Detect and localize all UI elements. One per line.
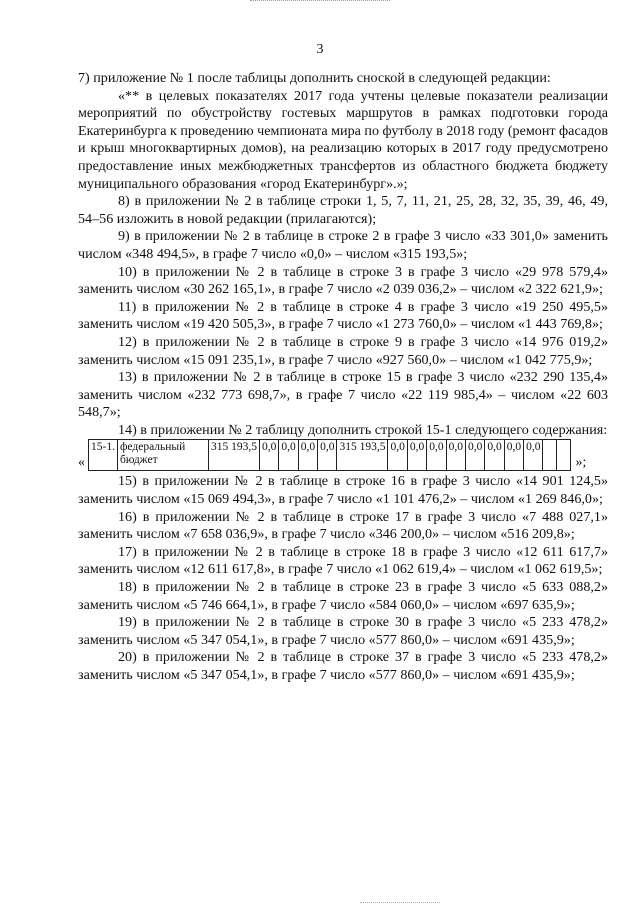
table-cell: 15-1. (89, 440, 118, 471)
table-cell: 0,0 (279, 440, 298, 471)
table-cell: 315 193,5 (337, 440, 388, 471)
table-cell: 0,0 (524, 440, 543, 471)
document-body (78, 70, 608, 685)
paragraph: 19) в приложении № 2 в таблице в строке 30 в графе 3 число «5 233 478,2» заменить числом «5 347 054,1», в графе 7 число «577 860,0» – числом «691 435,9»; (78, 614, 608, 648)
inserted-table-row (78, 439, 608, 471)
table-cell: 0,0 (318, 440, 337, 471)
table-cell: 0,0 (504, 440, 523, 471)
paragraph: 12) в приложении № 2 в таблице в строке 9 в графе 3 число «14 976 019,2» заменить числом «15 091 235,1», в графе 7 число «927 560,0» – числом «1 042 775,9»; (78, 333, 608, 368)
paragraph: 14) в приложении № 2 таблицу дополнить строкой 15-1 следующего содержания: (118, 421, 608, 438)
paragraph: 20) в приложении № 2 в таблице в строке 37 в графе 3 число «5 233 478,2» заменить числом «5 347 054,1», в графе 7 число «577 860,0» – числом «691 435,9»; (78, 649, 608, 683)
table-cell: 0,0 (465, 440, 484, 471)
paragraph: 7) приложение № 1 после таблицы дополнить сноской в следующей редакции: (78, 70, 551, 86)
paragraphs-after (78, 473, 608, 684)
table-cell: 0,0 (407, 440, 426, 471)
table-cell: 315 193,5 (208, 440, 259, 471)
paragraph: 9) в приложении № 2 в таблице в строке 2 в графе 3 число «33 301,0» заменить числом «348 494,5», в графе 7 число «0,0» – числом «315 193,5»; (78, 228, 608, 262)
table-cell: 0,0 (427, 440, 446, 471)
table-cell: федеральный бюджет (117, 440, 208, 471)
paragraph: 8) в приложении № 2 в таблице строки 1, 5, 7, 11, 21, 25, 28, 32, 35, 39, 46, 49, 54–56 изложить в новой редакции (прилагаются); (78, 193, 608, 227)
table-row (89, 440, 571, 471)
table-cell (557, 440, 571, 471)
inserted-row-table (88, 439, 571, 471)
paragraph: 11) в приложении № 2 в таблице в строке 4 в графе 3 число «19 250 495,5» заменить числом «19 420 505,3», в графе 7 число «1 273 760,0» – числом «1 443 769,8»; (78, 298, 608, 333)
paragraph: 15) в приложении № 2 в таблице в строке 16 в графе 3 число «14 901 124,5» заменить числом «15 069 494,3», в графе 7 число «1 101 476,2» – числом «1 269 846,0»; (78, 473, 608, 508)
paragraph: «** в целевых показателях 2017 года учтены целевые показатели реализации мероприятий по обустройству гостевых маршрутов в рамках подготовки города Екатеринбурга к проведению чемпионата мира по футболу в 2018 году (ремонт фасадов и крыш многоквартирных домов), на реализацию которых в 2017 году предусмотрено предоставление иных межбюджетных трансфертов из областного бюджета бюджету муниципального образования «город Екатеринбург».»; (78, 87, 608, 192)
paragraph: 10) в приложении № 2 в таблице в строке 3 в графе 3 число «29 978 579,4» заменить числом «30 262 165,1», в графе 7 число «2 039 036,2» – числом «2 322 621,9»; (78, 263, 608, 298)
open-quote: « (78, 455, 85, 471)
table-cell: 0,0 (298, 440, 317, 471)
paragraph: 13) в приложении № 2 в таблице в строке 15 в графе 3 число «232 290 135,4» заменить числом «232 773 698,7», в графе 7 число «22 119 985,4» – числом «22 603 548,7»; (78, 369, 608, 421)
scan-bottom-mark (360, 900, 440, 903)
paragraph: 18) в приложении № 2 в таблице в строке 23 в графе 3 число «5 633 088,2» заменить числом «5 746 664,1», в графе 7 число «584 060,0» – числом «697 635,9»; (78, 579, 608, 613)
table-cell: 0,0 (485, 440, 504, 471)
paragraphs-before (78, 70, 608, 439)
table-cell: 0,0 (446, 440, 465, 471)
table-cell (543, 440, 557, 471)
table-cell: 0,0 (259, 440, 278, 471)
paragraph: 16) в приложении № 2 в таблице в строке 17 в графе 3 число «7 488 027,1» заменить числом «7 658 036,9», в графе 7 число «346 200,0» – числом «516 209,8»; (78, 508, 608, 543)
paragraph: 17) в приложении № 2 в таблице в строке 18 в графе 3 число «12 611 617,7» заменить числом «12 611 617,8», в графе 7 число «1 062 619,4» – числом «1 062 619,5»; (78, 543, 608, 578)
table-cell: 0,0 (388, 440, 407, 471)
close-quote: »; (575, 455, 587, 471)
scan-top-mark (250, 0, 390, 4)
page-number: 3 (316, 42, 324, 57)
